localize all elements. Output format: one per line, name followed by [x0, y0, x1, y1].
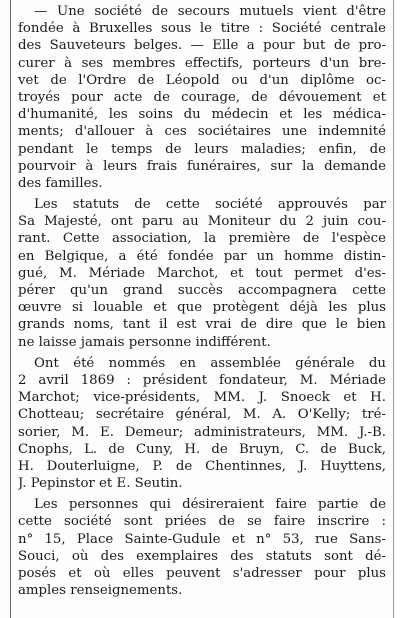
paragraph-1	[18, 3, 386, 192]
text-line: cette société sont priées de se faire inscrire :	[18, 514, 386, 530]
text-line: Marchot; vice-présidents, MM. J. Snoeck et H.	[18, 390, 386, 406]
text-line: Cnophs, L. de Cuny, H. de Bruyn, C. de Buck,	[18, 441, 386, 457]
text-line: des familles.	[18, 175, 103, 191]
paragraph-2	[18, 196, 386, 351]
text-line: ne laisse jamais personne indifférent.	[18, 334, 271, 350]
column-rule-right	[393, 0, 394, 618]
text-line: 2 avril 1869 : président fondateur, M. Mériade	[18, 372, 386, 388]
text-line: gué, M. Mériade Marchot, et tout permet d'es-	[18, 265, 386, 281]
text-line: œuvre si louable et que protègent déjà les plus	[18, 300, 386, 316]
text-line: vet de l'Ordre de Léopold ou d'un diplôme oc-	[18, 72, 386, 88]
text-line: curer à ses membres effectifs, porteurs d'un bre-	[18, 55, 386, 71]
text-line: sorier, M. E. Demeur; administrateurs, MM. J.-B.	[18, 424, 386, 440]
text-line: J. Pepinstor et E. Seutin.	[18, 476, 183, 492]
article-column	[18, 3, 386, 603]
text-line: posés et où elles peuvent s'adresser pour plus	[18, 566, 386, 581]
text-line: Les personnes qui désireraient faire partie de	[34, 497, 386, 513]
column-rule-left	[10, 0, 11, 618]
text-line: des Sauveteurs belges. — Elle a pour but de pro-	[18, 38, 386, 54]
text-line: pendant le temps de leurs maladies; enfin, de	[18, 141, 386, 157]
text-line: Ont été nommés en assemblée générale du	[34, 355, 386, 371]
text-line: pérer qu'un grand succès accompagnera cette	[18, 283, 386, 298]
text-line: fondée à Bruxelles sous le titre : Société centrale	[18, 21, 386, 37]
text-line: amples renseignements.	[18, 583, 183, 599]
text-line: troyés pour acte de courage, de dévouement et	[18, 89, 386, 105]
text-line: Chotteau; secrétaire général, M. A. O'Kelly; tré-	[18, 407, 386, 423]
text-line: pourvoir à leurs frais funéraires, sur la demande	[18, 158, 386, 174]
text-line: d'humanité, les soins du médecin et les médica-	[18, 107, 386, 123]
paragraph-4	[18, 496, 386, 599]
text-line: rant. Cette association, la première de l'espèce	[18, 231, 386, 247]
text-line: en Belgique, a été fondée par un homme distin-	[18, 248, 386, 264]
paragraph-3	[18, 355, 386, 493]
text-line: — Une société de secours mutuels vient d'être	[34, 4, 386, 19]
text-line: grands noms, tant il est vrai de dire que le bien	[18, 317, 386, 333]
text-line: n° 15, Place Sainte-Gudule et n° 53, rue Sans-	[18, 531, 386, 547]
text-line: ments; d'allouer à ces sociétaires une indemnité	[18, 124, 386, 140]
text-line: Souci, où des exemplaires des statuts sont dé-	[18, 548, 386, 564]
text-line: H. Douterluigne, P. de Chentinnes, J. Huyttens,	[18, 458, 386, 474]
text-line: Sa Majesté, ont paru au Moniteur du 2 juin cou-	[18, 214, 386, 230]
text-line: Les statuts de cette société approuvés par	[34, 197, 386, 213]
